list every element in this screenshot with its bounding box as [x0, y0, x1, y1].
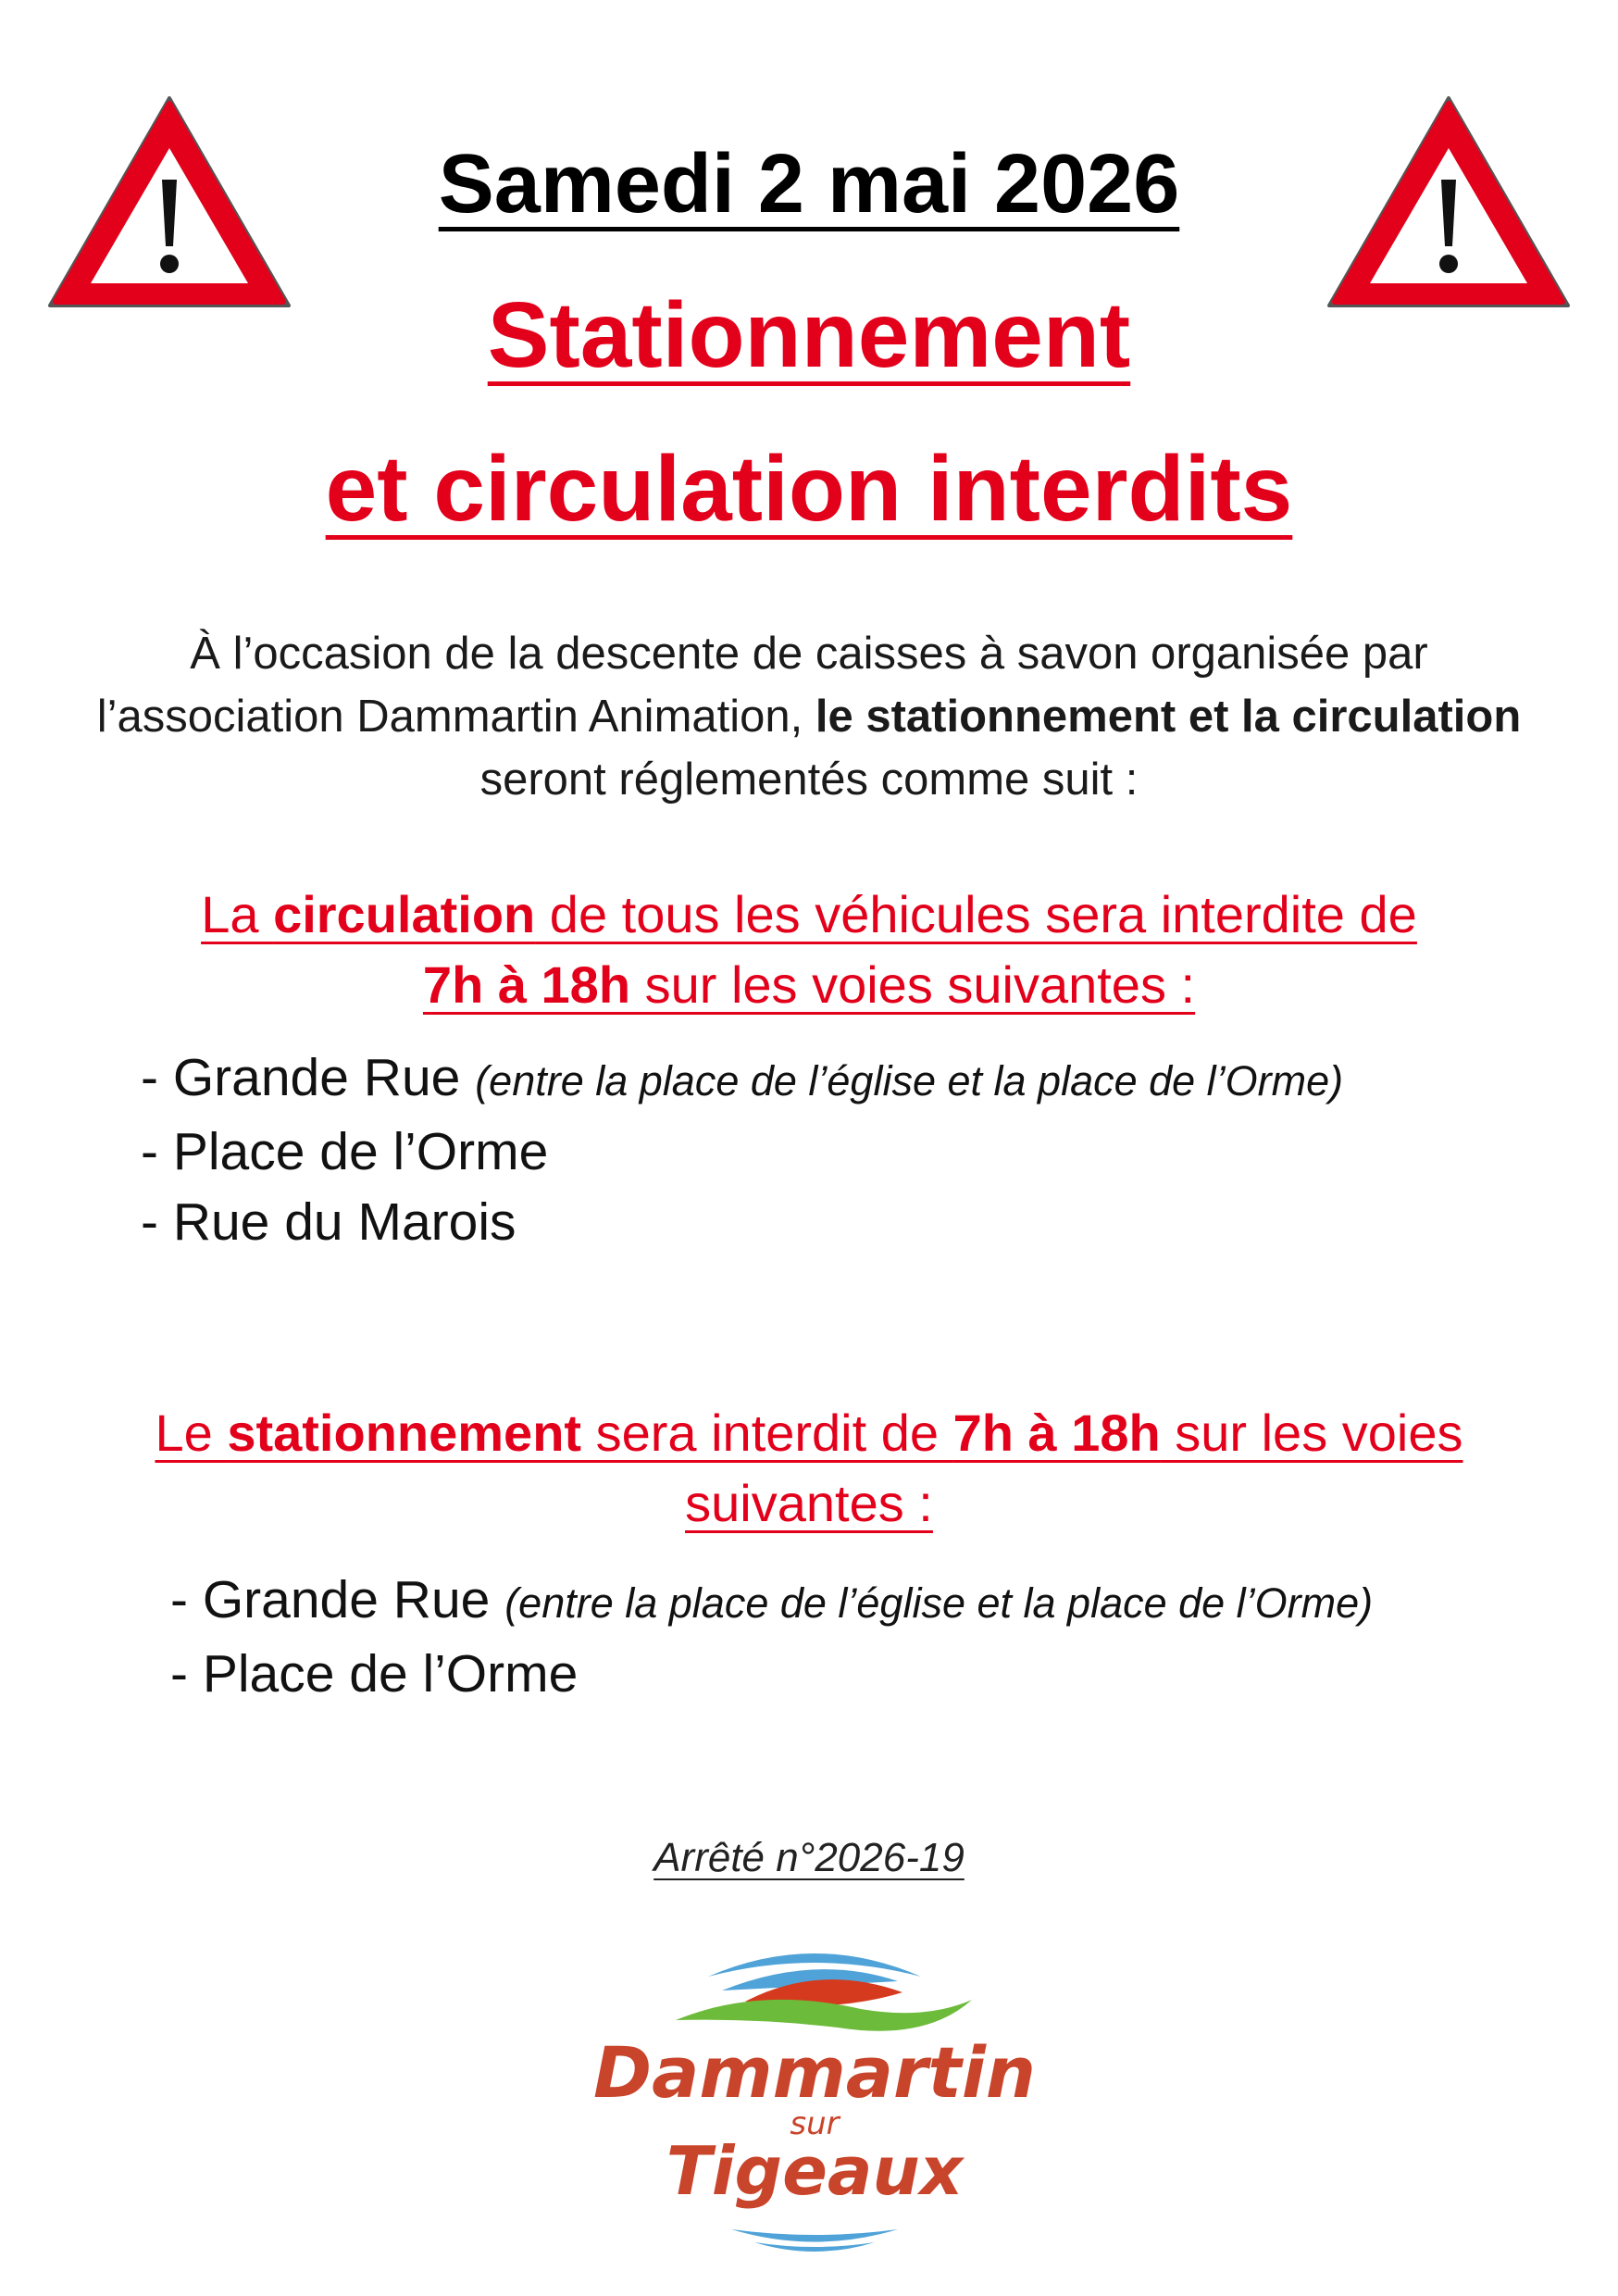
street-note: (entre la place de l’église et la place de l’Orme): [504, 1579, 1374, 1627]
intro-bold: le stationnement et la circulation: [815, 692, 1522, 742]
intro-text-1: À l’occasion de la descente de caisses à savon organisée par l’association Dammartin Animation,: [96, 629, 1428, 742]
intro-text-2: seront réglementés comme suit :: [479, 755, 1139, 805]
dammartin-logo: [592, 1935, 1037, 2259]
list-item: - Rue du Marois: [141, 1192, 517, 1252]
circulation-street-list: [141, 1042, 1343, 1257]
page-date: [0, 137, 1618, 232]
logo-text-line1: Dammartin: [592, 2031, 1037, 2114]
page-title-line2: et circulation interdits: [325, 437, 1293, 541]
circulation-hours: 7h à 18h: [422, 955, 631, 1014]
stationnement-street-list: [170, 1565, 1373, 1709]
date-text: Samedi 2 mai 2026: [438, 138, 1180, 231]
stationnement-notice: Le stationnement sera interdit de 7h à 18h sur les voies suivantes :: [155, 1404, 1463, 1532]
logo-text-line3: Tigeaux: [666, 2132, 964, 2210]
stationnement-keyword: stationnement: [227, 1404, 582, 1462]
list-item: - Grande Rue (entre la place de l’église et la place de l’Orme): [141, 1048, 1344, 1107]
list-item: - Place de l’Orme: [170, 1644, 579, 1703]
circulation-keyword: circulation: [273, 885, 536, 943]
list-item: - Place de l’Orme: [141, 1122, 549, 1181]
list-item: - Grande Rue (entre la place de l’église et la place de l’Orme): [170, 1570, 1374, 1629]
intro-paragraph: [93, 622, 1525, 811]
stationnement-hours: 7h à 18h: [952, 1404, 1161, 1462]
circulation-notice: La circulation de tous les véhicules sera interdite de 7h à 18h sur les voies suivantes :: [201, 885, 1417, 1014]
arrete-reference: Arrêté n°2026-19: [653, 1835, 965, 1880]
logo-text-line2: sur: [790, 2105, 840, 2142]
street-note: (entre la place de l’église et la place de l’Orme): [475, 1057, 1344, 1104]
page-title-line1: Stationnement: [487, 283, 1131, 387]
